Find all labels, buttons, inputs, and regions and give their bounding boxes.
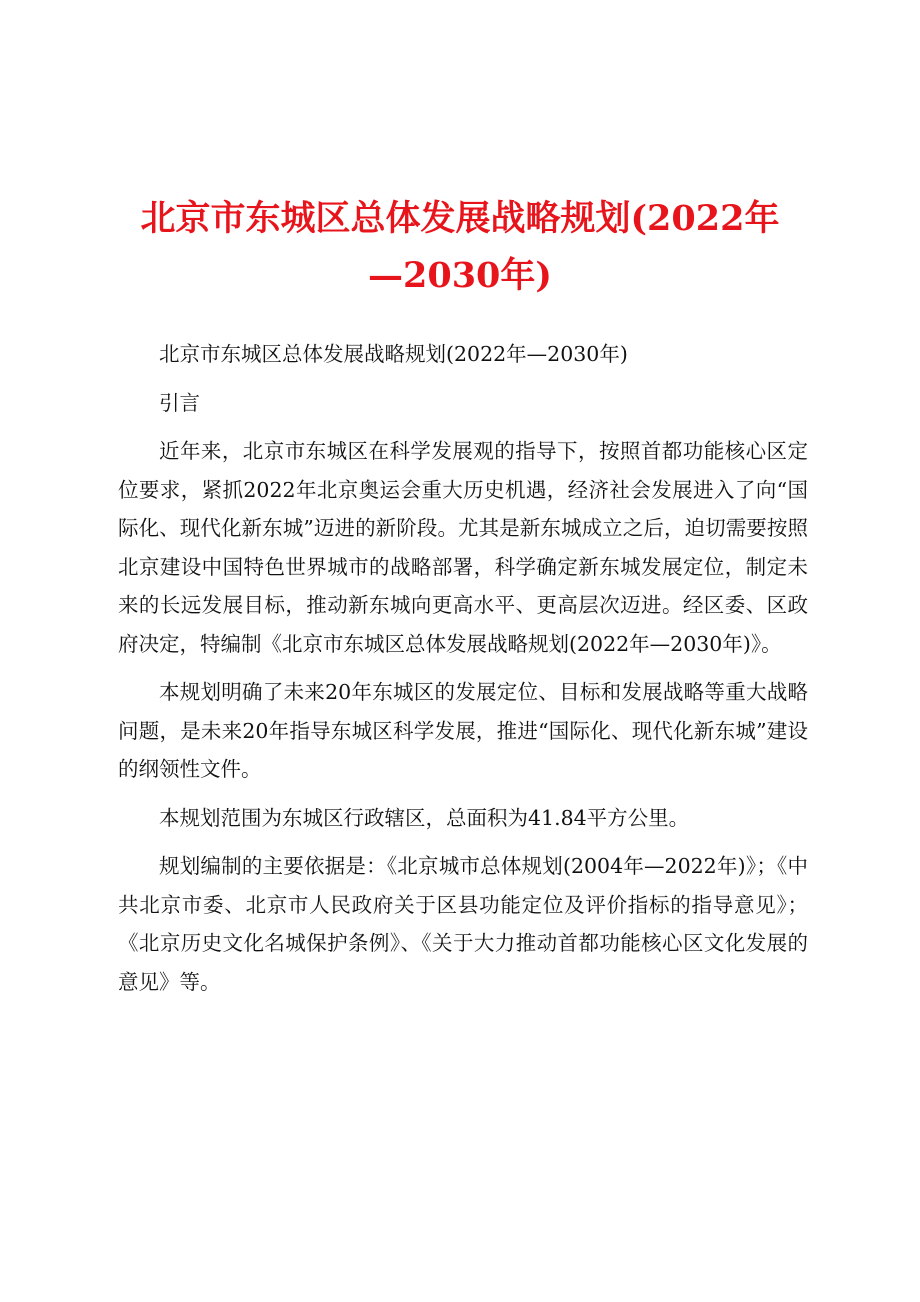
paragraph-background: 近年来，北京市东城区在科学发展观的指导下，按照首都功能核心区定位要求，紧抓2022年北京奥运会重大历史机遇，经济社会发展进入了向“国际化、现代化新东城”迈进的新阶段。尤其是新东城成立之后，迫切需要按照北京建设中国特色世界城市的战略部署，科学确定新东城发展定位，制定未来的长远发展目标，推动新东城向更高水平、更高层次迈进。经区委、区政府决定，特编制《北京市东城区总体发展战略规划(2022年—2030年)》。 xyxy=(118,439,808,656)
section-heading-introduction: 引言 xyxy=(159,390,200,415)
paragraph-purpose: 本规划明确了未来20年东城区的发展定位、目标和发展战略等重大战略问题，是未来20年指导东城区科学发展，推进“国际化、现代化新东城”建设的纲领性文件。 xyxy=(118,680,808,781)
document-body xyxy=(118,335,808,1011)
document-title-line-1: 北京市东城区总体发展战略规划(2022年 xyxy=(140,198,780,239)
document-title xyxy=(100,190,820,304)
document-title-line-2: —2030年) xyxy=(368,255,552,296)
paragraph-scope: 本规划范围为东城区行政辖区，总面积为41.84平方公里。 xyxy=(159,805,690,830)
document-subtitle: 北京市东城区总体发展战略规划(2022年—2030年) xyxy=(159,342,628,366)
paragraph-basis: 规划编制的主要依据是：《北京城市总体规划(2004年—2022年)》；《中共北京市委、北京市人民政府关于区县功能定位及评价指标的指导意见》；《北京历史文化名城保护条例》、《关于大力推动首都功能核心区文化发展的意见》等。 xyxy=(118,854,808,994)
